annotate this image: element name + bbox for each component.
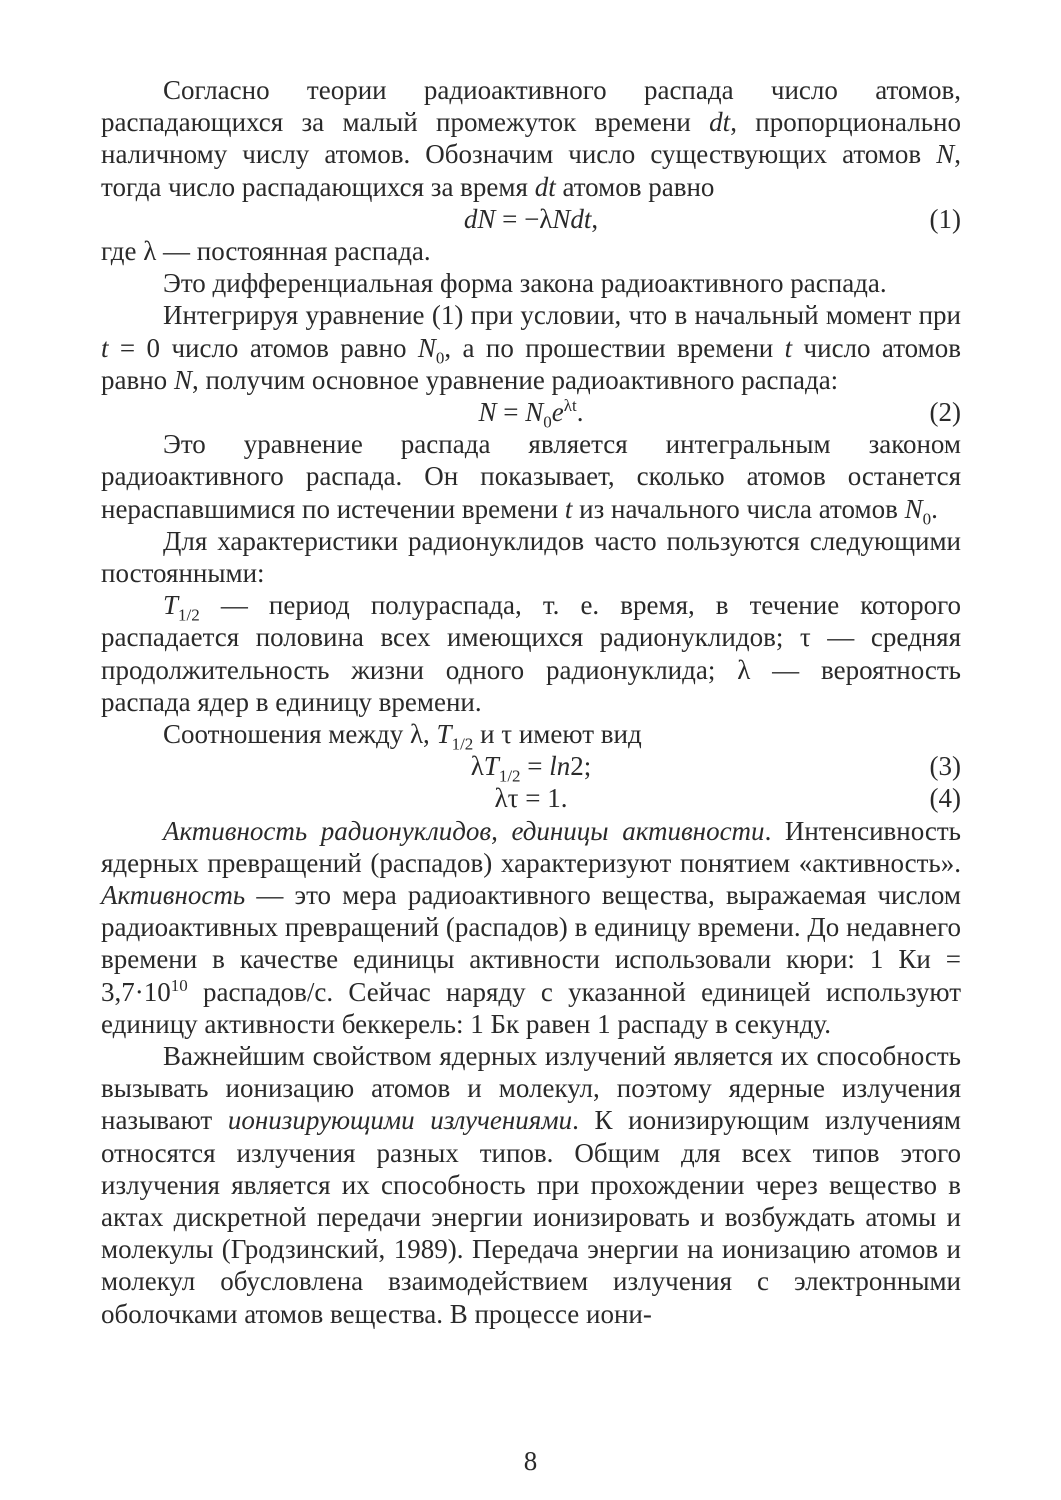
equation-3 [101,750,961,786]
equation-4-number: (4) [929,783,961,814]
paragraph-integral-law: Это уравнение распада является интегральным законом радиоактивного распада. Он показывает, сколько атомов останется нераспавшимися по истечении времени t из начального числа атомов $N_0$. [101,429,961,528]
equation-1 [101,203,961,235]
page-body [101,74,961,1330]
equation-4 [101,782,961,814]
paragraph-decay-theory: Согласно теории радиоактивного распада число атомов, распадающихся за малый промежуток времени dt, пропорционально наличному числу атомов. Обозначим число существующих атомов N, тогда число распадающихся за время dt атомов равно [101,75,961,202]
equation-1-formula: dN = −λNdt, [463,203,599,234]
paragraph-integration: Интегрируя уравнение (1) при условии, что в начальный момент при t = 0 число атомов равно $N_0$, а по прошествии времени t число атомов равно N, получим основное уравнение радиоактивного распада: [101,300,961,395]
equation-2-number: (2) [929,397,961,428]
paragraph-relations: Соотношения между λ, $T_{1/2}$ и τ имеют вид [163,719,642,754]
equation-2-formula: $N = N_0e^{\lambda t}$. [478,396,584,432]
paragraph-constants-intro: Для характеристики радионуклидов часто пользуются следующими постоянными: [101,525,961,589]
paragraph-lambda-definition: где λ — постоянная распада. [101,236,431,266]
equation-3-number: (3) [929,751,961,782]
equation-3-formula: $\lambda T_{1/2} = \ln 2$; [470,751,592,786]
equation-1-number: (1) [929,203,961,234]
paragraph-half-life: $T_{1/2}$ — период полураспада, т. е. время, в течение которого распадается половина всех имеющихся радионуклидов; τ — средняя продолжительность жизни одного радионуклида; λ — вероятность распада ядер в единицу времени. [101,590,961,717]
equation-4-formula: λτ = 1. [494,783,568,814]
paragraph-differential-form: Это дифференциальная форма закона радиоактивного распада. [163,268,887,299]
equation-2 [101,396,961,432]
paragraph-activity: Активность радионуклидов, единицы активности. Интенсивность ядерных превращений (распадов) характеризуют понятием «активность». Активность — это мера радиоактивного вещества, выражаемая числом радиоактивных превращений (распадов) в единицу времени. До недавнего времени в качестве единицы активности использовали кюри: 1 Ки = $3,7\cdot 10^{10}$ распадов/с. Сейчас наряду с указанной единицей используют единицу активности беккерель: 1 Бк равен 1 распаду в секунду. [101,815,961,1039]
paragraph-ionizing-radiation: Важнейшим свойством ядерных излучений является их способность вызывать ионизацию атомов и молекул, поэтому ядерные излучения называют ионизирующими излучениями. К ионизирующим излучениям относятся излучения разных типов. Общим для всех типов этого излучения является их способность при прохождении через вещество в актах дискретной передачи энергии ионизировать и возбуждать атомы и молекулы (Гродзинский, 1989). Передача энергии на ионизацию атомов и молекул обусловлена взаимодействием излучения с электронными оболочками атомов вещества. В процессе иони- [101,1041,962,1329]
page-number: 8 [523,1446,538,1476]
